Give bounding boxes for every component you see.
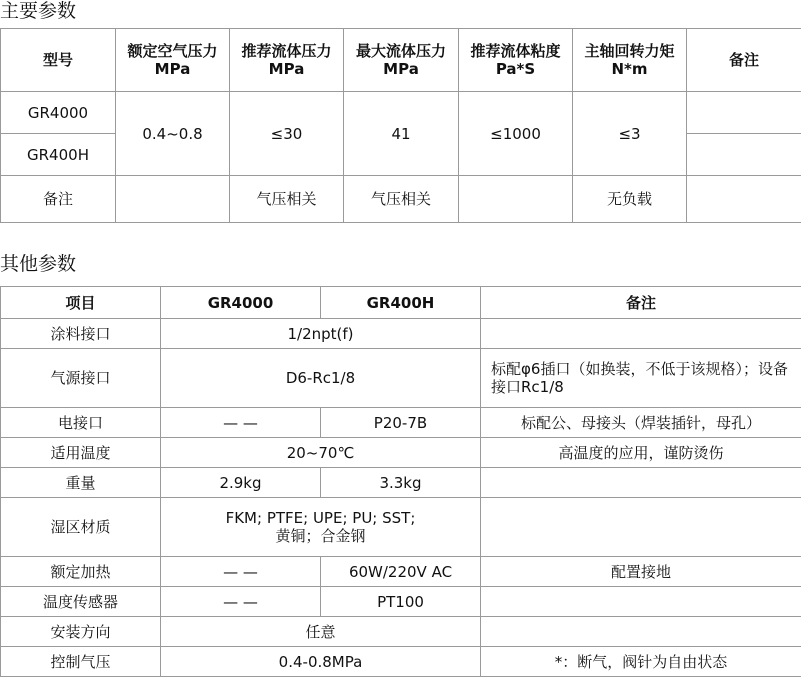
header-item: 项目 <box>1 287 161 319</box>
header-rec-viscosity <box>459 29 573 92</box>
table-row <box>1 176 801 223</box>
header-rec-fluid-pressure-label: 推荐流体压力 <box>241 42 332 60</box>
cell-model-gr4000: GR4000 <box>1 92 116 134</box>
cell-coating-port-value: 1/2npt(f) <box>161 319 481 349</box>
cell-weight-gr4000: 2.9kg <box>161 468 321 498</box>
cell-remarks-rec-fluid-pressure: 气压相关 <box>230 176 344 223</box>
wetted-material-line-1: FKM; PTFE; UPE; PU; SST; <box>225 509 416 527</box>
table-row <box>1 557 801 587</box>
header-rated-air-pressure-unit: MPa <box>154 60 191 78</box>
cell-temp-sensor-gr400h: PT100 <box>321 587 481 617</box>
cell-control-air-value: 0.4-0.8MPa <box>161 647 481 677</box>
other-params-table <box>0 286 801 677</box>
cell-mount-direction-value: 任意 <box>161 617 481 647</box>
cell-coating-port-note <box>481 319 801 349</box>
header-rated-air-pressure-label: 额定空气压力 <box>127 42 218 60</box>
cell-notes-empty <box>687 134 801 176</box>
table-row <box>1 408 801 438</box>
header-notes: 备注 <box>481 287 801 319</box>
cell-remarks-label: 备注 <box>1 176 116 223</box>
cell-rec-fluid-pressure: ≤30 <box>230 92 344 176</box>
other-header-row <box>1 287 801 319</box>
header-rated-air-pressure <box>116 29 230 92</box>
cell-empty <box>116 176 230 223</box>
cell-weight-note <box>481 468 801 498</box>
cell-wetted-material-value <box>161 498 481 557</box>
cell-model-gr400h: GR400H <box>1 134 116 176</box>
cell-wetted-material-note <box>481 498 801 557</box>
header-rec-fluid-pressure <box>230 29 344 92</box>
cell-control-air-note: *：断气，阀针为自由状态 <box>481 647 801 677</box>
header-notes: 备注 <box>687 29 801 92</box>
header-spindle-torque <box>573 29 687 92</box>
header-max-fluid-pressure-unit: MPa <box>383 60 419 78</box>
main-params-title: 主要参数 <box>0 0 77 22</box>
header-model: 型号 <box>1 29 116 92</box>
cell-rated-heating-gr4000: — — <box>161 557 321 587</box>
header-gr4000: GR4000 <box>161 287 321 319</box>
row-label-control-air: 控制气压 <box>1 647 161 677</box>
cell-notes-empty <box>687 92 801 134</box>
header-rec-viscosity-label: 推荐流体粘度 <box>470 42 561 60</box>
table-row <box>1 647 801 677</box>
cell-empty <box>459 176 573 223</box>
header-rec-viscosity-unit: Pa*S <box>495 60 536 78</box>
table-row <box>1 587 801 617</box>
cell-temp-sensor-note <box>481 587 801 617</box>
row-label-wetted-material: 湿区材质 <box>1 498 161 557</box>
table-row <box>1 319 801 349</box>
header-spindle-torque-unit: N*m <box>611 60 648 78</box>
row-label-rated-heating: 额定加热 <box>1 557 161 587</box>
main-header-row <box>1 29 801 92</box>
table-row <box>1 349 801 408</box>
row-label-temp-sensor: 温度传感器 <box>1 587 161 617</box>
row-label-coating-port: 涂料接口 <box>1 319 161 349</box>
cell-rated-heating-gr400h: 60W/220V AC <box>321 557 481 587</box>
header-max-fluid-pressure-label: 最大流体压力 <box>355 42 446 60</box>
cell-temperature-value: 20~70℃ <box>161 438 481 468</box>
cell-air-port-note: 标配φ6插口（如换装，不低于该规格）；设备接口Rc1/8 <box>481 349 801 408</box>
cell-remarks-max-fluid-pressure: 气压相关 <box>344 176 459 223</box>
cell-electric-port-gr400h: P20-7B <box>321 408 481 438</box>
cell-rated-air-pressure: 0.4~0.8 <box>116 92 230 176</box>
header-rec-fluid-pressure-unit: MPa <box>268 60 305 78</box>
cell-air-port-value: D6-Rc1/8 <box>161 349 481 408</box>
cell-remarks-spindle-torque: 无负载 <box>573 176 687 223</box>
cell-rec-viscosity: ≤1000 <box>459 92 573 176</box>
table-row <box>1 438 801 468</box>
cell-empty <box>687 176 801 223</box>
row-label-air-port: 气源接口 <box>1 349 161 408</box>
row-label-weight: 重量 <box>1 468 161 498</box>
header-gr400h: GR400H <box>321 287 481 319</box>
table-row <box>1 498 801 557</box>
cell-electric-port-note: 标配公、母接头（焊装插针，母孔） <box>481 408 801 438</box>
wetted-material-line-2: 黄铜；合金钢 <box>275 527 366 545</box>
header-spindle-torque-label: 主轴回转力矩 <box>584 42 675 60</box>
row-label-electric-port: 电接口 <box>1 408 161 438</box>
cell-weight-gr400h: 3.3kg <box>321 468 481 498</box>
other-params-title: 其他参数 <box>0 253 77 275</box>
cell-mount-direction-note <box>481 617 801 647</box>
table-row <box>1 617 801 647</box>
cell-spindle-torque: ≤3 <box>573 92 687 176</box>
cell-max-fluid-pressure: 41 <box>344 92 459 176</box>
cell-rated-heating-note: 配置接地 <box>481 557 801 587</box>
header-max-fluid-pressure <box>344 29 459 92</box>
cell-temperature-note: 高温度的应用，谨防烫伤 <box>481 438 801 468</box>
cell-electric-port-gr4000: — — <box>161 408 321 438</box>
row-label-temperature: 适用温度 <box>1 438 161 468</box>
main-params-table <box>0 28 801 223</box>
row-label-mount-direction: 安装方向 <box>1 617 161 647</box>
table-row <box>1 92 801 134</box>
cell-temp-sensor-gr4000: — — <box>161 587 321 617</box>
table-row <box>1 468 801 498</box>
